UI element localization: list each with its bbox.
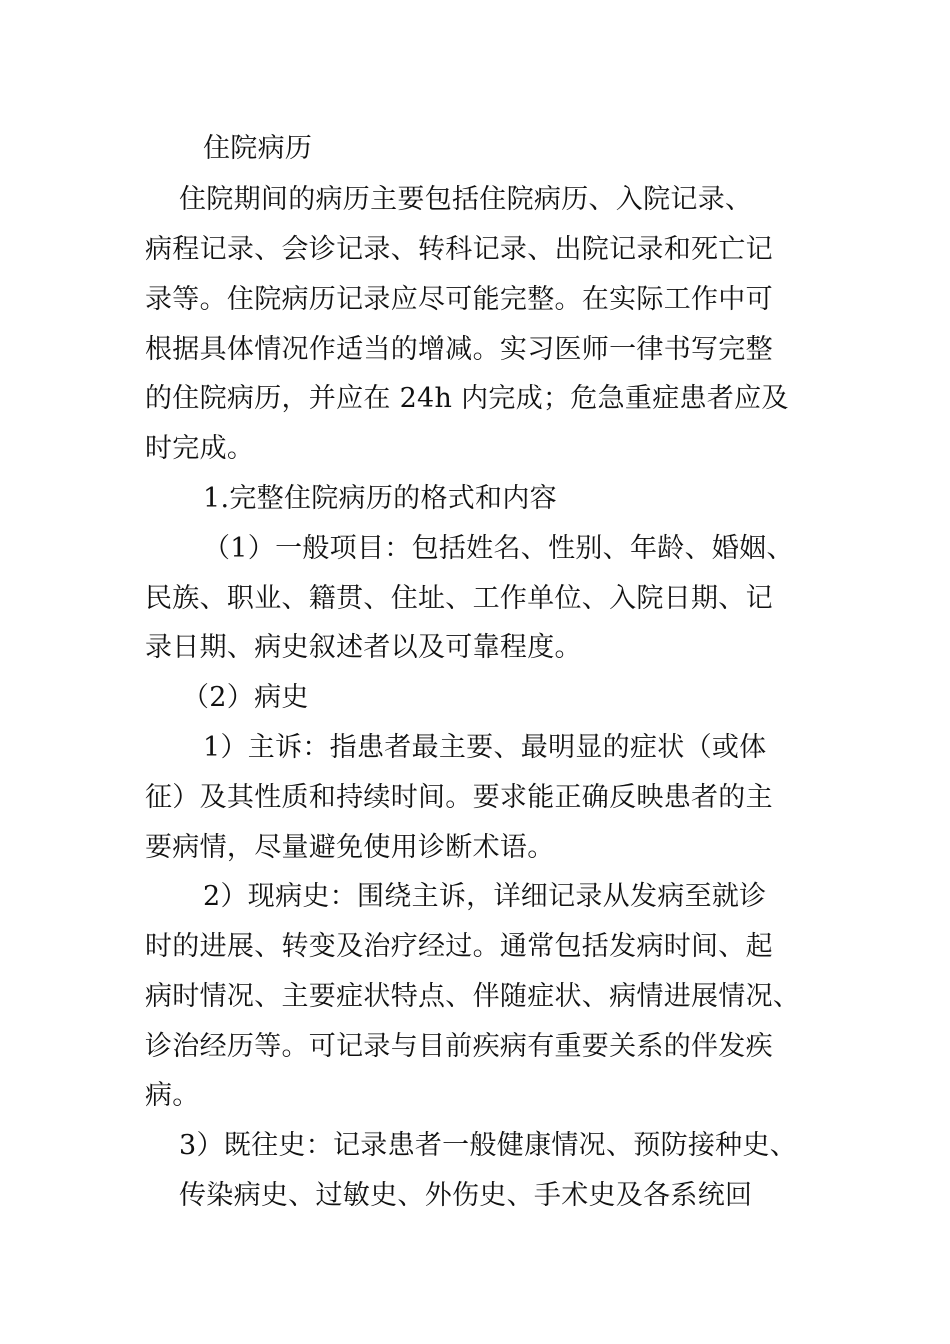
text-line: 诊治经历等。可记录与目前疾病有重要关系的伴发疾 — [145, 1031, 773, 1062]
text-line: 录日期、病史叙述者以及可靠程度。 — [145, 632, 582, 663]
text-line: 录等。住院病历记录应尽可能完整。在实际工作中可 — [145, 284, 773, 315]
text-line: 病。 — [145, 1080, 200, 1111]
text-line: 时的进展、转变及治疗经过。通常包括发病时间、起 — [145, 931, 773, 962]
text-line: 2）现病史：围绕主诉，详细记录从发病至就诊 — [203, 881, 767, 912]
text-line: 1）主诉：指患者最主要、最明显的症状（或体 — [203, 732, 767, 763]
text-line: 3）既往史：记录患者一般健康情况、预防接种史、 — [179, 1130, 798, 1161]
text-line: 民族、职业、籍贯、住址、工作单位、入院日期、记 — [145, 583, 773, 614]
text-line: 时完成。 — [145, 433, 255, 464]
text-line: 根据具体情况作适当的增减。实习医师一律书写完整 — [145, 334, 773, 365]
subsection-heading: （2）病史 — [182, 682, 309, 713]
text-line: 传染病史、过敏史、外伤史、手术史及各系统回 — [179, 1180, 753, 1211]
text-line: （1）一般项目：包括姓名、性别、年龄、婚姻、 — [203, 533, 794, 564]
text-line: 的住院病历，并应在 24h 内完成；危急重症患者应及 — [145, 383, 789, 414]
text-line: 住院期间的病历主要包括住院病历、入院记录、 — [179, 184, 753, 215]
text-line: 要病情，尽量避免使用诊断术语。 — [145, 832, 555, 863]
page-title: 住院病历 — [203, 133, 313, 164]
text-line: 病时情况、主要症状特点、伴随症状、病情进展情况、 — [145, 981, 801, 1012]
section-heading: 1.完整住院病历的格式和内容 — [203, 483, 557, 514]
text-line: 征）及其性质和持续时间。要求能正确反映患者的主 — [145, 782, 773, 813]
text-line: 病程记录、会诊记录、转科记录、出院记录和死亡记 — [145, 234, 773, 265]
